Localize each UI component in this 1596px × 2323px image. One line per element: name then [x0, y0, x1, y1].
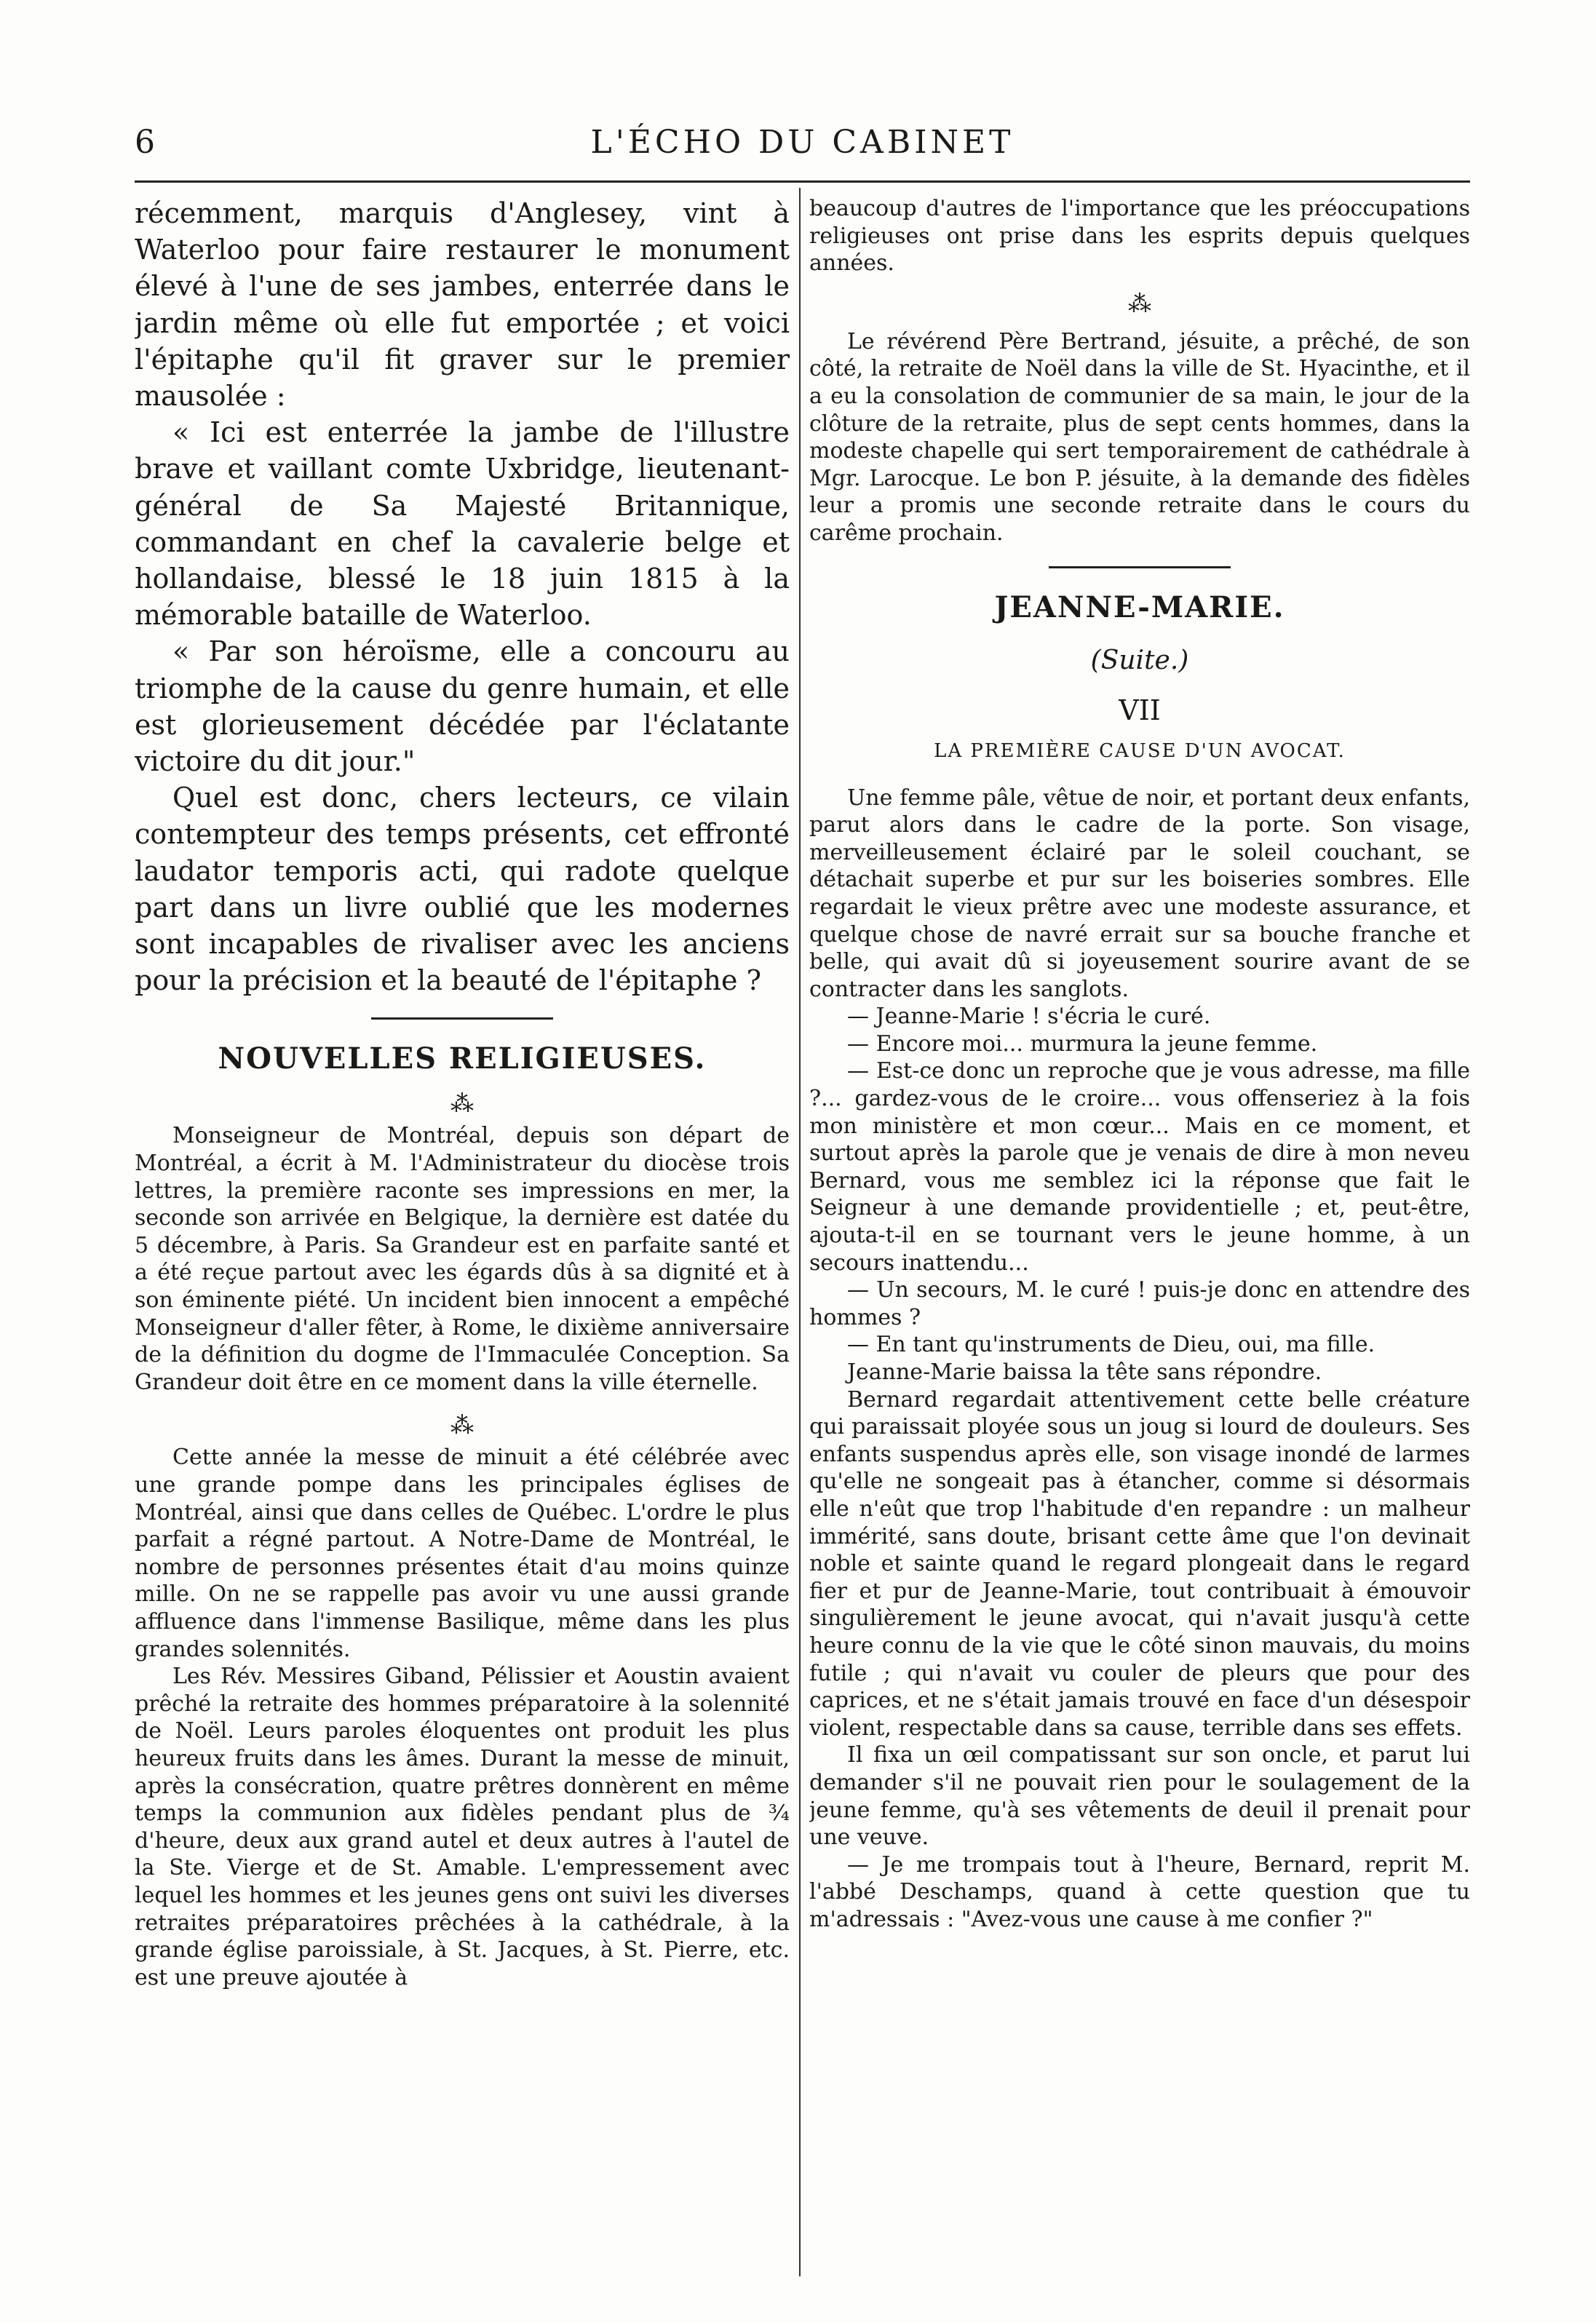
chapter-title: LA PREMIÈRE CAUSE D'UN AVOCAT.: [934, 739, 1346, 762]
news-continuation-paragraph: beaucoup d'autres de l'importance que les préoccupations religieuses ont prise dans les esprits depuis quelques années.: [809, 196, 1470, 277]
epitaph-text-paragraph-2: « Par son héroïsme, elle a concouru au triomphe de la cause du genre humain, et elle est glorieusement décédée par l'éclatante victoire du dit jour.": [135, 635, 790, 778]
news-paragraph-montreal: Monseigneur de Montréal, depuis son départ de Montréal, a écrit à M. l'Administrateur du diocèse trois lettres, la première raconte ses impressions en mer, la seconde son arrivée en Belgique, la dernière est datée du 5 décembre, à Paris. Sa Grandeur est en parfaite santé et a été reçue partout avec les égards dûs à sa dignité et à son éminente piété. Un incident bien innocent a empêché Monseigneur d'aller fêter, à Rome, le dixième anniversaire de la définition du dogme de l'Immaculée Conception. Sa Grandeur doit être en ce moment dans la ville éternelle.: [135, 1123, 790, 1395]
story-paragraph: Une femme pâle, vêtue de noir, et portant deux enfants, parut alors dans le cadre de la porte. Son visage, merveilleusement éclairé par le soleil couchant, se détachait superbe et pur sur les boiseries sombres. Elle regardait le vieux prêtre avec une modeste assurance, et quelque chose de navré errait sur sa bouche franche et belle, qui avait dû si joyeusement sourire avant de se contracter dans les sanglots.: [809, 785, 1470, 1002]
news-paragraph-st-hyacinthe: Le révérend Père Bertrand, jésuite, a prêché, de son côté, la retraite de Noël dans la ville de St. Hyacinthe, et il a eu la consolation de communier de sa main, le jour de la clôture de la retraite, plus de sept cents hommes, dans la modeste chapelle qui sert temporairement de cathédrale à Mgr. Larocque. Le bon P. jésuite, à la demande des fidèles leur a promis une seconde retraite dans le cours du carême prochain.: [809, 328, 1470, 546]
chapter-number: VII: [1119, 694, 1161, 726]
story-suite-label: (Suite.): [1090, 645, 1189, 675]
story-paragraph: Bernard regardait attentivement cette belle créature qui paraissait ployée sous un joug si lourd de douleurs. Ses enfants suspendus après elle, son visage inondé de larmes qu'elle ne songeait pas à étancher, comme si désormais elle n'eût que trop l'habitude d'en repandre : un malheur immérité, sans doute, brisant cette âme que l'on devinait noble et sainte quand le regard plongeait dans le regard fier et pur de Jeanne-Marie, tout contribuait à émouvoir singulièrement le jeune avocat, qui n'avait jusqu'à cette heure connu de la vie que le côté sinon mauvais, du moins futile ; qui n'avait vu couler de pleurs que pour des caprices, et ne s'était jamais trouvé en face d'un désespoir violent, respectable dans sa cause, terrible dans ses effets.: [809, 1386, 1470, 1741]
section-title-nouvelles-religieuses: NOUVELLES RELIGIEUSES.: [218, 1041, 707, 1076]
journal-title: L'ÉCHO DU CABINET: [590, 124, 1015, 161]
left-column: [135, 195, 790, 2284]
page-number: 6: [135, 124, 155, 161]
asterism-divider: ⁂: [450, 1089, 474, 1118]
column-divider: [799, 188, 801, 2276]
news-paragraph-retreats: Les Rév. Messires Giband, Pélissier et Aoustin avaient prêché la retraite des hommes préparatoire à la solennité de Noël. Leurs paroles éloquentes ont produit les plus heureux fruits dans les âmes. Durant la messe de minuit, après la consécration, quatre prêtres donnèrent en même temps la communion aux fidèles pendant plus de ¾ d'heure, deux aux grand autel et deux autres à l'autel de la Ste. Vierge et de St. Amable. L'empressement avec lequel les hommes et les jeunes gens ont suivi les diverses retraites préparatoires prêchées à la cathédrale, à la grande église paroissiale, à St. Jacques, à St. Pierre, etc. est une preuve ajoutée à: [135, 1664, 790, 1990]
story-paragraph: Il fixa un œil compatissant sur son oncle, et parut lui demander s'il ne pouvait rien pour le soulagement de la jeune femme, qu'à ses vêtements de deuil il prenait pour une veuve.: [809, 1742, 1470, 1851]
page-header: [135, 124, 1470, 167]
section-divider-rule: [371, 1017, 553, 1020]
story-dialogue-line: — Est-ce donc un reproche que je vous adresse, ma fille ?... gardez-vous de le croire... vous offenseriez à la fois mon ministère et mon cœur... Mais en ce moment, et surtout après la parole que je venais de dire à mon neveu Bernard, vous me semblez ici la réponse que fait le Seigneur à une demande providentielle ; et, peut-être, ajouta-t-il en se tournant vers le jeune homme, à un secours inattendu...: [809, 1058, 1470, 1276]
asterism-divider-2: ⁂: [450, 1411, 474, 1440]
epitaph-commentary-paragraph: Quel est donc, chers lecteurs, ce vilain contempteur des temps présents, cet effronté laudator temporis acti, qui radote quelque part dans un livre oublié que les modernes sont incapables de rivaliser avec les anciens pour la précision et la beauté de l'épitaphe ?: [135, 782, 790, 997]
epitaph-text-paragraph: « Ici est enterrée la jambe de l'illustre brave et vaillant comte Uxbridge, lieutenant-général de Sa Majesté Britannique, commandant en chef la cavalerie belge et hollandaise, blessé le 18 juin 1815 à la mémorable bataille de Waterloo.: [135, 416, 790, 632]
story-dialogue-line: — En tant qu'instruments de Dieu, oui, ma fille.: [847, 1332, 1375, 1358]
header-rule: [135, 180, 1470, 183]
story-dialogue-line: — Jeanne-Marie ! s'écria le curé.: [847, 1004, 1211, 1030]
right-column: [809, 195, 1470, 2284]
story-paragraph: Jeanne-Marie baissa la tête sans répondre.: [847, 1359, 1322, 1385]
story-dialogue-line: — Je me trompais tout à l'heure, Bernard, reprit M. l'abbé Deschamps, quand à cette question que tu m'adressais : "Avez-vous une cause à me confier ?": [809, 1851, 1470, 1932]
story-dialogue-line: — Encore moi... murmura la jeune femme.: [847, 1031, 1318, 1057]
epitaph-intro-paragraph: récemment, marquis d'Anglesey, vint à Waterloo pour faire restaurer le monument élevé à l'une de ses jambes, enterrée dans le jardin même où elle fut emportée ; et voici l'épitaphe qu'il fit graver sur le premier mausolée :: [135, 197, 790, 413]
asterism-divider-3: ⁂: [1128, 289, 1151, 317]
story-dialogue-line: — Un secours, M. le curé ! puis-je donc en attendre des hommes ?: [809, 1277, 1470, 1330]
story-divider-rule: [1049, 566, 1231, 568]
news-paragraph-midnight-mass: Cette année la messe de minuit a été célébrée avec une grande pompe dans les principales églises de Montréal, ainsi que dans celles de Québec. L'ordre le plus parfait a régné partout. A Notre-Dame de Montréal, le nombre de personnes présentes était d'au moins quinze mille. On ne se rappelle pas avoir vu une aussi grande affluence dans l'immense Basilique, même dans les plus grandes solennités.: [135, 1445, 790, 1662]
story-title-jeanne-marie: JEANNE-MARIE.: [994, 589, 1285, 624]
